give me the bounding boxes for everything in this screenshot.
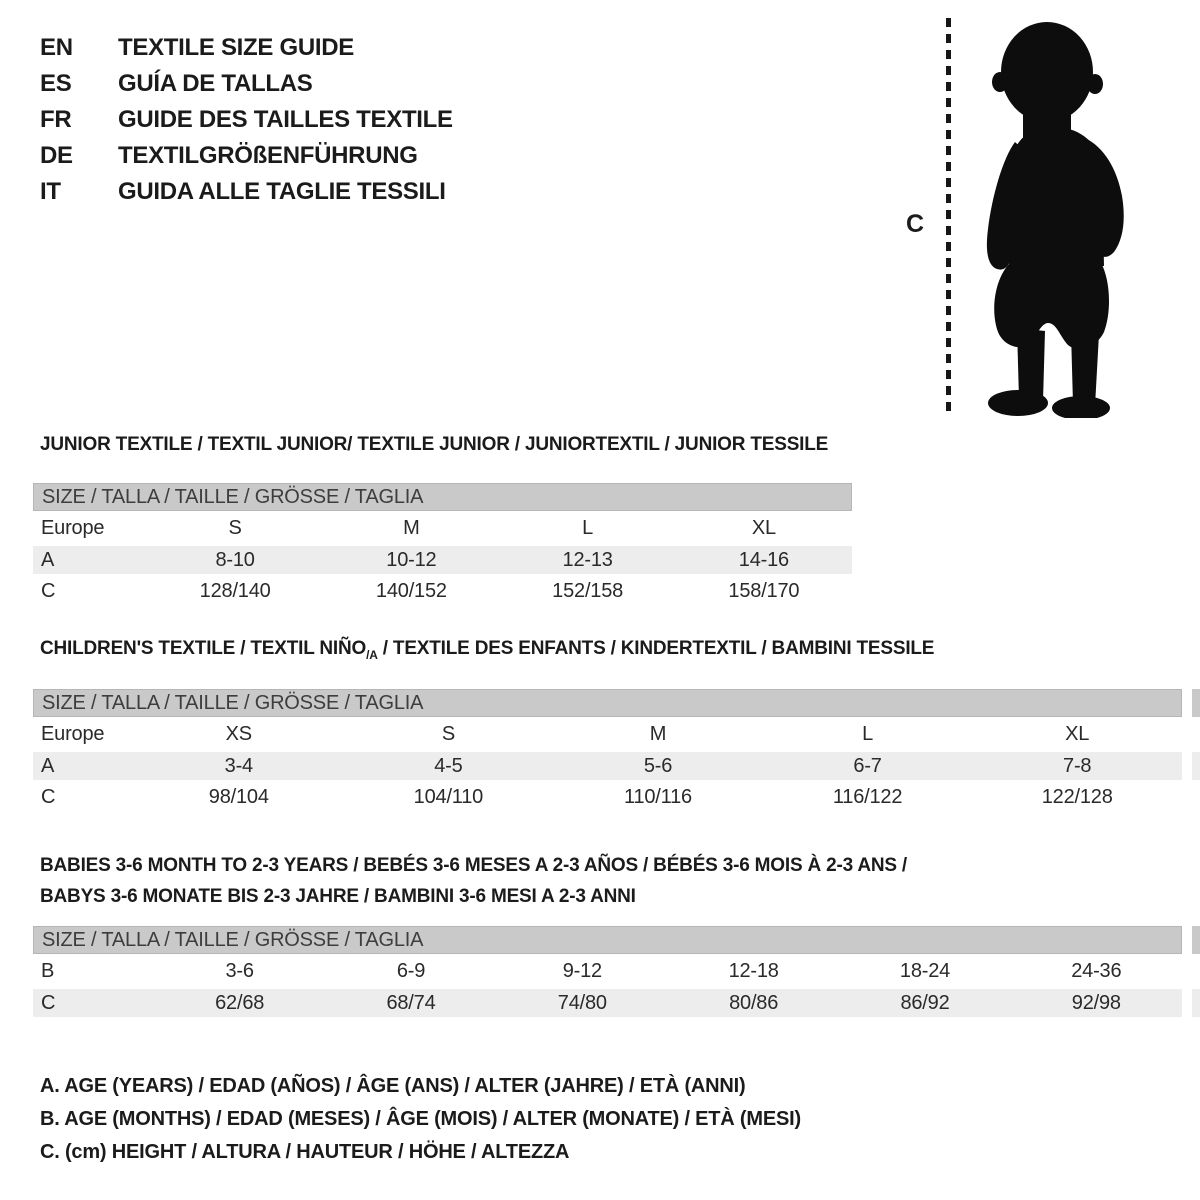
- children-size-table: [33, 689, 1182, 815]
- table-header: SIZE / TALLA / TAILLE / GRÖSSE / TAGLIA: [33, 926, 1182, 954]
- language-row-de: [40, 138, 453, 174]
- size-cell: 128/140: [199, 580, 271, 602]
- table-row-europe: [33, 511, 852, 546]
- table-edge-fragment: [1192, 752, 1200, 780]
- table-header: SIZE / TALLA / TAILLE / GRÖSSE / TAGLIA: [33, 483, 852, 511]
- height-measure-dashed-line: [946, 18, 951, 418]
- size-cell: 6-7: [853, 754, 882, 777]
- children-title-rest: / TEXTILE DES ENFANTS / KINDERTEXTIL / BAMBINI TESSILE: [377, 638, 935, 659]
- size-cell: 140/152: [375, 580, 447, 602]
- size-cell: 3-6: [225, 960, 254, 982]
- junior-size-table: [33, 483, 852, 609]
- size-cell: S: [441, 723, 455, 745]
- language-code: ES: [40, 70, 72, 97]
- children-section-title: [40, 638, 934, 662]
- legend-line-b: B. AGE (MONTHS) / EDAD (MESES) / ÂGE (MOIS) / ALTER (MONATE) / ETÀ (MESI): [40, 1108, 801, 1130]
- legend-line-a: A. AGE (YEARS) / EDAD (AÑOS) / ÂGE (ANS) / ALTER (JAHRE) / ETÀ (ANNI): [40, 1075, 746, 1097]
- size-cell: 86/92: [900, 991, 950, 1014]
- size-cell: 24-36: [1071, 960, 1122, 982]
- size-cell: 104/110: [413, 786, 484, 808]
- toddler-silhouette: [963, 16, 1133, 418]
- size-cell: 98/104: [208, 786, 269, 808]
- language-row-es: [40, 66, 453, 102]
- table-row-height: [33, 780, 1182, 815]
- size-cell: 5-6: [643, 754, 673, 777]
- measure-label-c: C: [906, 210, 925, 238]
- language-code: FR: [40, 106, 72, 133]
- size-cell: 3-4: [224, 754, 253, 777]
- row-label: C: [41, 580, 56, 602]
- table-row-height: [33, 574, 852, 609]
- children-title-main: CHILDREN'S TEXTILE / TEXTIL NIÑO: [40, 638, 367, 659]
- babies-section-title: [40, 850, 907, 912]
- table-row-height: [33, 989, 1182, 1017]
- language-title-block: [40, 30, 453, 210]
- junior-section-title: JUNIOR TEXTILE / TEXTIL JUNIOR/ TEXTILE JUNIOR / JUNIORTEXTIL / JUNIOR TESSILE: [40, 434, 829, 455]
- size-cell: L: [582, 517, 594, 539]
- row-label: B: [41, 960, 55, 982]
- language-label: TEXTILGRÖßENFÜHRUNG: [118, 142, 418, 169]
- language-label: GUIDA ALLE TAGLIE TESSILI: [118, 178, 446, 205]
- table-header: SIZE / TALLA / TAILLE / GRÖSSE / TAGLIA: [33, 689, 1182, 717]
- table-row-europe: [33, 717, 1182, 752]
- size-cell: 116/122: [832, 786, 903, 808]
- size-cell: 4-5: [434, 754, 463, 777]
- size-cell: 10-12: [386, 548, 437, 571]
- size-cell: 80/86: [729, 991, 779, 1014]
- babies-size-table: [33, 926, 1182, 1017]
- size-cell: 152/158: [552, 580, 624, 602]
- size-cell: 110/116: [624, 786, 692, 808]
- language-label: GUÍA DE TALLAS: [118, 70, 313, 97]
- language-row-fr: [40, 102, 453, 138]
- size-cell: 158/170: [728, 580, 800, 602]
- babies-title-line2: BABYS 3-6 MONATE BIS 2-3 JAHRE / BAMBINI 3-6 MESI A 2-3 ANNI: [40, 886, 636, 907]
- legend-line-c: C. (cm) HEIGHT / ALTURA / HAUTEUR / HÖHE / ALTEZZA: [40, 1141, 570, 1163]
- table-edge-fragment: [1192, 989, 1200, 1017]
- size-cell: 14-16: [738, 548, 789, 571]
- row-label: A: [41, 548, 55, 571]
- legend-block: [40, 1070, 801, 1169]
- row-label: C: [41, 786, 56, 808]
- size-cell: 62/68: [215, 991, 265, 1014]
- size-cell: 6-9: [396, 960, 426, 982]
- row-label: Europe: [41, 517, 105, 539]
- table-edge-fragment: [1192, 926, 1200, 954]
- language-code: IT: [40, 178, 61, 205]
- language-label: GUIDE DES TAILLES TEXTILE: [118, 106, 453, 133]
- size-cell: 9-12: [562, 960, 602, 982]
- language-label: TEXTILE SIZE GUIDE: [118, 34, 354, 61]
- table-row-age: [33, 752, 1182, 780]
- size-cell: L: [862, 723, 874, 745]
- size-cell: 18-24: [899, 960, 951, 982]
- size-cell: 122/128: [1041, 786, 1113, 808]
- size-cell: XS: [225, 723, 252, 745]
- size-cell: M: [403, 517, 420, 539]
- size-cell: S: [228, 517, 242, 539]
- size-cell: XL: [751, 517, 776, 539]
- size-cell: 74/80: [557, 991, 607, 1014]
- size-cell: 8-10: [215, 548, 255, 571]
- size-cell: 68/74: [386, 991, 436, 1014]
- table-edge-fragment: [1192, 689, 1200, 717]
- size-cell: 92/98: [1071, 991, 1121, 1014]
- table-row-age: [33, 546, 852, 574]
- language-row-en: [40, 30, 453, 66]
- children-title-subscript: /A: [366, 647, 378, 662]
- language-code: DE: [40, 142, 73, 169]
- row-label: A: [41, 754, 55, 777]
- table-row-months: [33, 954, 1182, 989]
- size-cell: 12-13: [562, 548, 613, 571]
- babies-title-line1: BABIES 3-6 MONTH TO 2-3 YEARS / BEBÉS 3-6 MESES A 2-3 AÑOS / BÉBÉS 3-6 MOIS À 2-3 ANS /: [40, 855, 908, 876]
- size-cell: 7-8: [1063, 754, 1092, 777]
- size-cell: XL: [1065, 723, 1090, 745]
- language-row-it: [40, 174, 453, 210]
- size-cell: M: [649, 723, 667, 745]
- row-label: C: [41, 991, 56, 1014]
- language-code: EN: [40, 34, 73, 61]
- row-label: Europe: [41, 723, 105, 745]
- size-cell: 12-18: [728, 960, 779, 982]
